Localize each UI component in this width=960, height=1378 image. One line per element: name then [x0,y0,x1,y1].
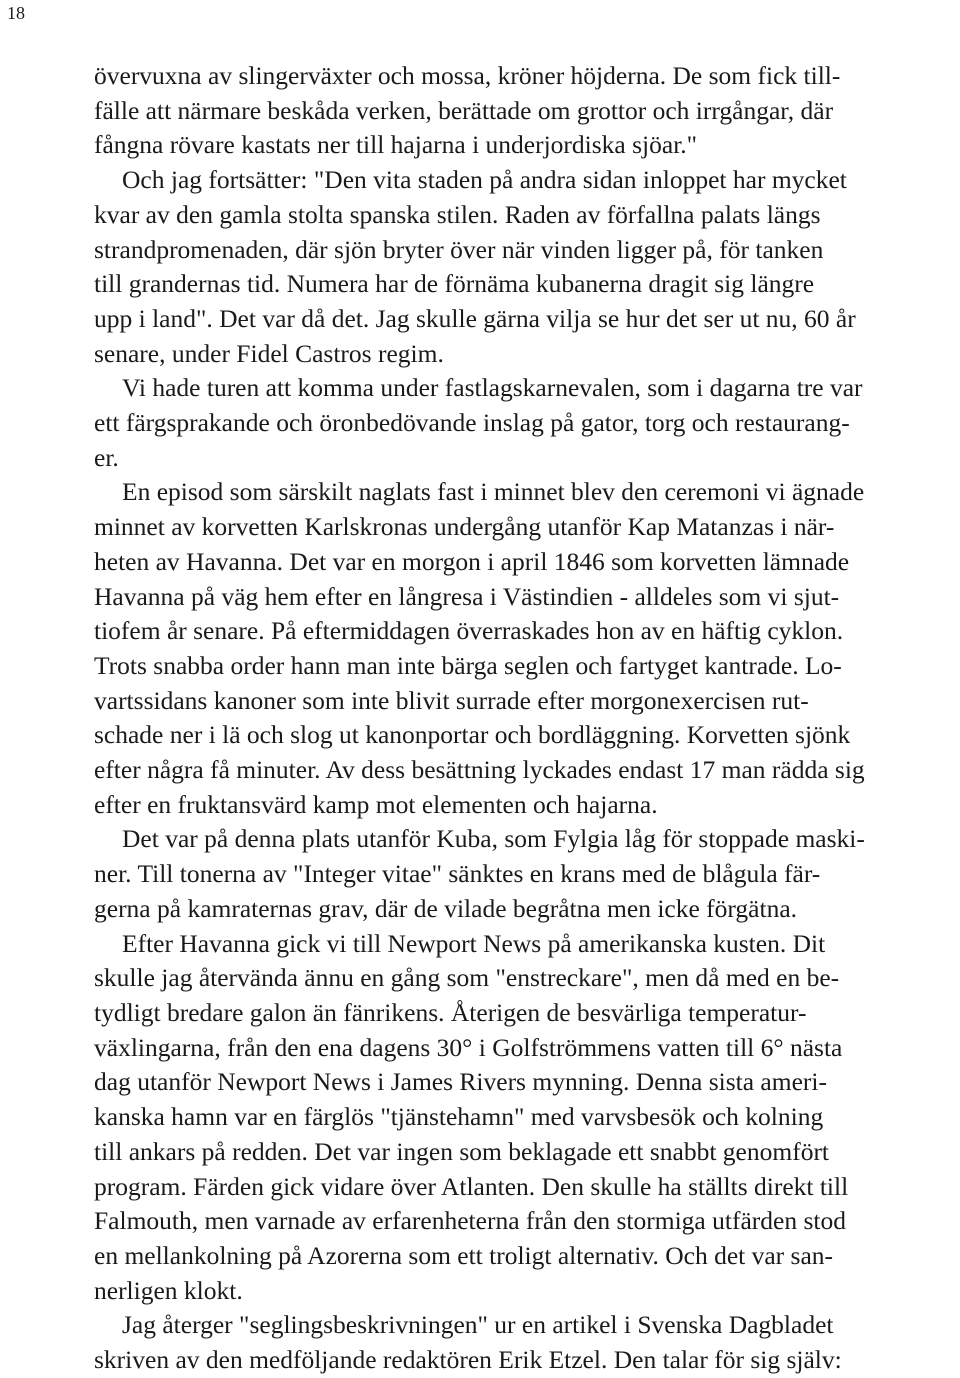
text-line: Trots snabba order hann man inte bärga seglen och fartyget kantrade. Lo- [94,650,842,680]
text-line: skriven av den medföljande redaktören Erik Etzel. Den talar för sig själv: [94,1345,842,1375]
text-line: Och jag fortsätter: "Den vita staden på andra sidan inloppet har mycket [122,165,847,195]
text-line: Vi hade turen att komma under fastlagskarnevalen, som i dagarna tre var [122,373,863,403]
text-line: Det var på denna plats utanför Kuba, som Fylgia låg för stoppade maski- [122,824,865,854]
text-line: dag utanför Newport News i James Rivers mynning. Denna sista ameri- [94,1067,827,1097]
text-line: er. [94,442,119,472]
text-line: gerna på kamraternas grav, där de vilade begråtna men icke förgätna. [94,893,798,923]
text-line: ett färgsprakande och öronbedövande inslag på gator, torg och restaurang- [94,408,850,438]
text-line: upp i land". Det var då det. Jag skulle gärna vilja se hur det ser ut nu, 60 år [94,303,856,333]
text-line: till ankars på redden. Det var ingen som beklagade ett snabbt genomfört [94,1136,830,1166]
text-line: fångna rövare kastats ner till hajarna i underjordiska sjöar." [94,130,698,160]
text-line: minnet av korvetten Karlskronas undergång utanför Kap Matanzas i när- [94,512,835,542]
text-line: heten av Havanna. Det var en morgon i april 1846 som korvetten lämnade [94,546,850,576]
text-line: efter en fruktansvärd kamp mot elementen och hajarna. [94,789,658,819]
text-line: vartssidans kanoner som inte blivit surrade efter morgonexercisen rut- [94,685,809,715]
text-line: växlingarna, från den ena dagens 30° i Golfströmmens vatten till 6° nästa [94,1032,843,1062]
text-line: skulle jag återvända ännu en gång som "enstreckare", men då med en be- [94,963,840,993]
text-line: program. Färden gick vidare över Atlanten. Den skulle ha ställts direkt till [94,1171,849,1201]
text-line: övervuxna av slingerväxter och mossa, kröner höjderna. De som fick till- [94,61,841,90]
text-line: fälle att närmare beskåda verken, berättade om grottor och irrgångar, där [94,95,834,125]
text-line: En episod som särskilt naglats fast i minnet blev den ceremoni vi ägnade [122,477,865,507]
text-line: strandpromenaden, där sjön bryter över när vinden ligger på, för tanken [94,234,824,264]
text-line: nerligen klokt. [94,1275,243,1305]
text-line: Havanna på väg hem efter en långresa i Västindien - alldeles som vi sjut- [94,581,840,611]
text-line: senare, under Fidel Castros regim. [94,338,444,368]
text-line: kanska hamn var en färglös "tjänstehamn" med varvsbesök och kolning [94,1102,824,1132]
text-line: efter några få minuter. Av dess besättning lyckades endast 17 man rädda sig [94,755,865,785]
text-line: Falmouth, men varnade av erfarenheterna från den stormiga utfärden stod [94,1206,846,1236]
text-line: till grandernas tid. Numera har de förnäma kubanerna dragit sig längre [94,269,815,299]
text-line: schade ner i lä och slog ut kanonportar och bordläggning. Korvetten sjönk [94,720,851,750]
text-line: tydligt bredare galon än fänrikens. Återigen de besvärliga temperatur- [94,997,807,1027]
text-line: tiofem år senare. På eftermiddagen överraskades hon av en häftig cyklon. [94,616,844,646]
text-line: en mellankolning på Azorerna som ett troligt alternativ. Och det var san- [94,1240,834,1270]
page-number: 18 [7,3,25,23]
text-line: Jag återger "seglingsbeskrivningen" ur en artikel i Svenska Dagbladet [122,1310,834,1340]
text-line: kvar av den gamla stolta spanska stilen. Raden av förfallna palats längs [94,199,821,229]
text-line: ner. Till tonerna av "Integer vitae" sänktes en krans med de blågula fär- [94,859,821,889]
page-body-text [94,59,958,1378]
text-line: Efter Havanna gick vi till Newport News på amerikanska kusten. Dit [122,928,826,958]
